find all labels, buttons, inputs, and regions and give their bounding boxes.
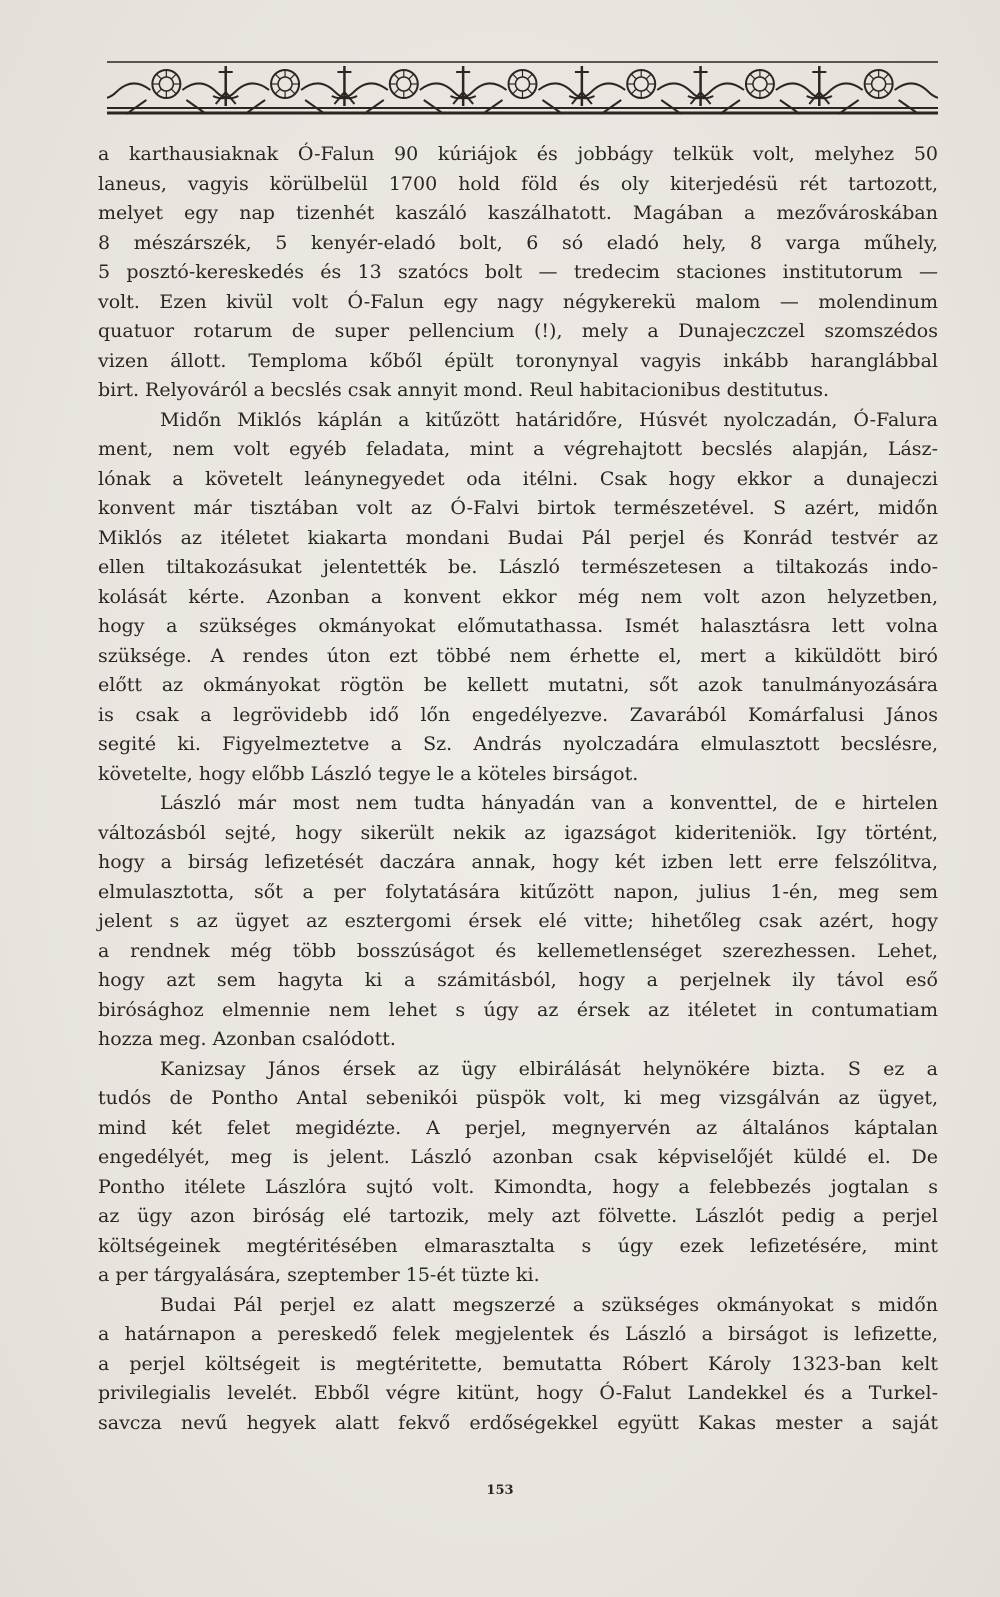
- text-line: engedélyét, meg is jelent. László azonban csak képviselőjét küldé el. De: [98, 1146, 938, 1168]
- text-line: laneus, vagyis körülbelül 1700 hold föld és oly kiterjedésü rét tartozott,: [98, 172, 938, 195]
- text-line: hogy a szükséges okmányokat előmutathassa. Ismét halasztásra lett volna: [98, 615, 938, 637]
- text-line: követelte, hogy előbb László tegye le a köteles birságot.: [98, 762, 639, 785]
- text-line: quatuor rotarum de super pellencium (!), mely a Dunajeczczel szomszédos: [98, 320, 938, 342]
- text-line: jelent s az ügyet az esztergomi érsek elé vitte; hihetőleg csak azért, hogy: [98, 910, 938, 932]
- paragraph: [98, 140, 938, 406]
- text-line: is csak a legrövidebb idő lőn engedélyezve. Zavarából Komárfalusi János: [98, 703, 938, 726]
- text-line: kolását kérte. Azonban a konvent ekkor még nem volt azon helyzetben,: [98, 585, 938, 608]
- text-line: volt. Ezen kivül volt Ó-Falun egy nagy négykerekü malom — molendinum: [98, 290, 938, 313]
- text-line: birt. Relyováról a becslés csak annyit mond. Reul habitacionibus destitutus.: [98, 379, 830, 401]
- text-line: birósághoz elmennie nem lehet s úgy az érsek az itéletet in contumatiam: [98, 998, 938, 1021]
- text-line: előtt az okmányokat rögtön be kellett mutatni, sőt azok tanulmányozására: [98, 674, 938, 696]
- text-line: tudós de Pontho Antal sebenikói püspök volt, ki meg vizsgálván az ügyet,: [98, 1087, 938, 1109]
- text-line: ellen tiltakozásukat jelentették be. László természetesen a tiltakozás indo-: [98, 556, 938, 578]
- text-line: szüksége. A rendes úton ezt többé nem érhette el, mert a kiküldött biró: [98, 644, 938, 667]
- paragraph: [98, 406, 938, 790]
- paragraph: [98, 1055, 938, 1291]
- text-line: hogy a birság lefizetését daczára annak, hogy két izben lett erre felszólitva,: [98, 851, 938, 873]
- paragraph: [98, 1291, 938, 1439]
- text-line: lónak a követelt leánynegyedet oda itélni. Csak hogy ekkor a dunajeczi: [98, 467, 938, 490]
- text-line: az ügy azon biróság elé tartozik, mely azt fölvette. Lászlót pedig a perjel: [98, 1205, 938, 1227]
- text-line: hogy azt sem hagyta ki a számitásból, hogy a perjelnek ily távol eső: [98, 969, 938, 991]
- text-line: Budai Pál perjel ez alatt megszerzé a szükséges okmányokat s midőn: [160, 1293, 938, 1316]
- text-line: a perjel költségeit is megtéritette, bemutatta Róbert Károly 1323-ban kelt: [98, 1352, 938, 1375]
- text-line: hozza meg. Azonban csalódott.: [98, 1028, 396, 1050]
- text-line: a karthausiaknak Ó-Falun 90 kúriájok és jobbágy telkük volt, melyhez 50: [98, 143, 938, 165]
- text-line: vizen állott. Temploma kőből épült toronynyal vagyis inkább haranglábbal: [98, 349, 938, 372]
- text-line: ment, nem volt egyéb feladata, mint a végrehajtott becslés alapján, Lász-: [98, 438, 938, 460]
- text-line: a határnapon a pereskedő felek megjelentek és László a birságot is lefizette,: [98, 1323, 938, 1345]
- text-line: Pontho itélete Lászlóra sujtó volt. Kimondta, hogy a felebbezés jogtalan s: [98, 1175, 938, 1198]
- text-line: mind két felet megidézte. A perjel, megnyervén az általános káptalan: [98, 1116, 938, 1139]
- text-line: 5 posztó-kereskedés és 13 szatócs bolt — tredecim staciones institutorum —: [98, 261, 938, 283]
- text-line: költségeinek megtéritésében elmarasztalta s úgy ezek lefizetésére, mint: [98, 1234, 938, 1257]
- page-number: 153: [486, 1483, 514, 1498]
- text-line: elmulasztotta, sőt a per folytatására kitűzött napon, julius 1-én, meg sem: [98, 880, 938, 903]
- text-line: Midőn Miklós káplán a kitűzött határidőre, Húsvét nyolczadán, Ó-Falura: [160, 408, 938, 431]
- text-line: segité ki. Figyelmeztetve a Sz. András nyolczadára elmulasztott becslésre,: [98, 733, 938, 755]
- paragraph: [98, 789, 938, 1055]
- decorative-header-ornament: [107, 58, 938, 116]
- text-line: melyet egy nap tizenhét kaszáló kaszálhatott. Magában a mezővároskában: [98, 202, 938, 224]
- text-line: 8 mészárszék, 5 kenyér-eladó bolt, 6 só eladó hely, 8 varga műhely,: [98, 231, 938, 254]
- text-line: Kanizsay János érsek az ügy elbirálását helynökére bizta. S ez a: [160, 1057, 938, 1080]
- text-line: a rendnek még több bosszúságot és kellemetlenséget szerezhessen. Lehet,: [98, 939, 938, 962]
- body-text: [98, 140, 938, 1438]
- text-line: konvent már tisztában volt az Ó-Falvi birtok természetével. S azért, midőn: [98, 497, 938, 519]
- text-line: változásból sejté, hogy sikerült nekik az igazságot kideriteniök. Igy történt,: [98, 821, 938, 844]
- text-line: a per tárgyalására, szeptember 15-ét tüzte ki.: [98, 1264, 540, 1286]
- text-line: savcza nevű hegyek alatt fekvő erdőségekkel együtt Kakas mester a saját: [98, 1411, 938, 1434]
- text-line: Miklós az itéletet kiakarta mondani Budai Pál perjel és Konrád testvér az: [98, 526, 938, 549]
- text-line: László már most nem tudta hányadán van a konventtel, de e hirtelen: [160, 792, 938, 814]
- text-line: privilegialis levelét. Ebből végre kitünt, hogy Ó-Falut Landekkel és a Turkel-: [98, 1382, 938, 1404]
